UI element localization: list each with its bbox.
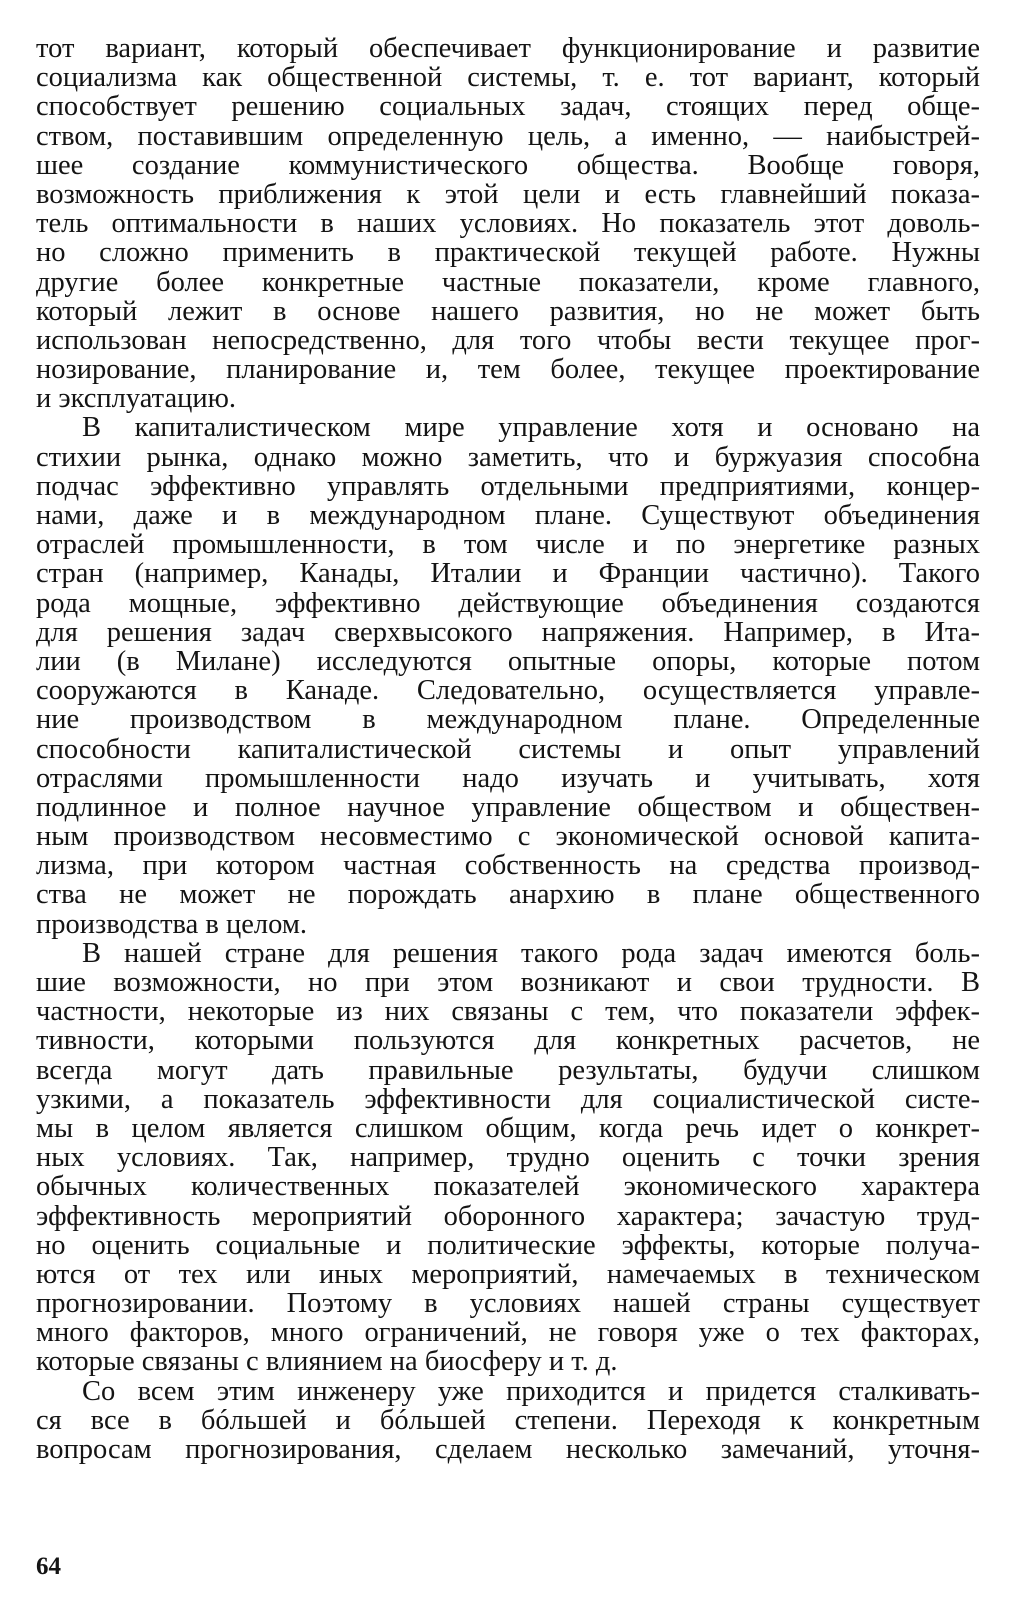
text-line: ных условиях. Так, например, трудно оценить с точки зрения — [36, 1142, 980, 1174]
text-line: стран (например, Канады, Италии и Франции частично). Такого — [36, 558, 980, 590]
text-line: для решения задач сверхвысокого напряжения. Например, в Ита- — [36, 616, 980, 648]
text-line: подлинное и полное научное управление обществом и обществен- — [36, 791, 980, 823]
text-line: шие возможности, но при этом возникают и свои трудности. В — [36, 967, 980, 998]
text-line: Со всем этим инженеру уже приходится и придется сталкивать- — [82, 1375, 980, 1407]
text-line: которые связаны с влиянием на биосферу и т. д. — [36, 1346, 618, 1378]
text-line: тель оптимальности в наших условиях. Но показатель этот доволь- — [36, 208, 980, 240]
text-line: шее создание коммунистического общества. Вообще говоря, — [36, 149, 980, 181]
text-line: ются от тех или иных мероприятий, намечаемых в техническом — [36, 1258, 980, 1290]
text-line: В нашей стране для решения такого рода задач имеются боль- — [82, 937, 980, 969]
text-line: использован непосредственно, для того чтобы вести текущее прог- — [36, 324, 980, 356]
text-line: всегда могут дать правильные результаты, будучи слишком — [36, 1054, 980, 1086]
text-line: стихии рынка, однако можно заметить, что и буржуазия способна — [36, 441, 980, 473]
text-line: мы в целом является слишком общим, когда речь идет о конкрет- — [36, 1112, 980, 1144]
text-line: много факторов, много ограничений, не говоря уже о тех факторах, — [36, 1317, 980, 1349]
text-line: возможность приближения к этой цели и есть главнейший показа- — [36, 178, 980, 210]
text-line: рода мощные, эффективно действующие объединения создаются — [36, 587, 980, 619]
text-line: отраслей промышленности, в том числе и по энергетике разных — [36, 529, 980, 561]
text-line: отраслями промышленности надо изучать и учитывать, хотя — [36, 762, 980, 794]
text-line: но оценить социальные и политические эффекты, которые получа- — [36, 1229, 980, 1261]
paragraph — [36, 34, 980, 413]
text-line: узкими, а показатель эффективности для социалистической систе- — [36, 1083, 980, 1115]
text-line: другие более конкретные частные показатели, кроме главного, — [36, 266, 980, 298]
text-line: ным производством несовместимо с экономической основой капита- — [36, 821, 980, 853]
text-line: ства не может не порождать анархию в плане общественного — [36, 879, 980, 911]
text-line: В капиталистическом мире управление хотя и основано на — [82, 412, 980, 444]
text-line: социализма как общественной системы, т. е. тот вариант, который — [36, 62, 980, 94]
text-line: и эксплуатацию. — [36, 383, 237, 415]
text-line: ством, поставившим определенную цель, а именно, — наибыстрей- — [36, 120, 980, 152]
text-line: нозирование, планирование и, тем более, текущее проектирование — [36, 354, 980, 386]
text-line: тот вариант, который обеспечивает функционирование и развитие — [36, 33, 980, 64]
text-line: ся все в бóльшей и бóльшей степени. Переходя к конкретным — [36, 1404, 980, 1436]
text-line: лии (в Милане) исследуются опытные опоры, которые потом — [36, 645, 980, 677]
paragraph — [36, 939, 980, 1377]
text-line: обычных количественных показателей экономического характера — [36, 1171, 980, 1203]
text-line: частности, некоторые из них связаны с тем, что показатели эффек- — [36, 996, 980, 1028]
text-line: ние производством в международном плане. Определенные — [36, 704, 980, 736]
paragraph — [36, 413, 980, 938]
paragraph — [36, 1377, 980, 1465]
text-line: тивности, которыми пользуются для конкретных расчетов, не — [36, 1025, 980, 1057]
page-number: 64 — [36, 1553, 61, 1580]
text-line: лизма, при котором частная собственность на средства производ- — [36, 850, 980, 882]
text-line: способности капиталистической системы и опыт управлений — [36, 733, 980, 765]
text-line: эффективность мероприятий оборонного характера; зачастую труд- — [36, 1200, 980, 1232]
page-body — [36, 34, 980, 1464]
text-line: прогнозировании. Поэтому в условиях нашей страны существует — [36, 1288, 980, 1320]
text-line: сооружаются в Канаде. Следовательно, осуществляется управле- — [36, 675, 980, 707]
text-line: который лежит в основе нашего развития, но не может быть — [36, 295, 980, 327]
text-line: вопросам прогнозирования, сделаем несколько замечаний, уточня- — [36, 1434, 980, 1465]
text-line: подчас эффективно управлять отдельными предприятиями, концер- — [36, 470, 980, 502]
text-line: нами, даже и в международном плане. Существуют объединения — [36, 500, 980, 531]
text-line: но сложно применить в практической текущей работе. Нужны — [36, 237, 980, 269]
text-line: производства в целом. — [36, 908, 307, 940]
text-line: способствует решению социальных задач, стоящих перед обще- — [36, 91, 980, 123]
